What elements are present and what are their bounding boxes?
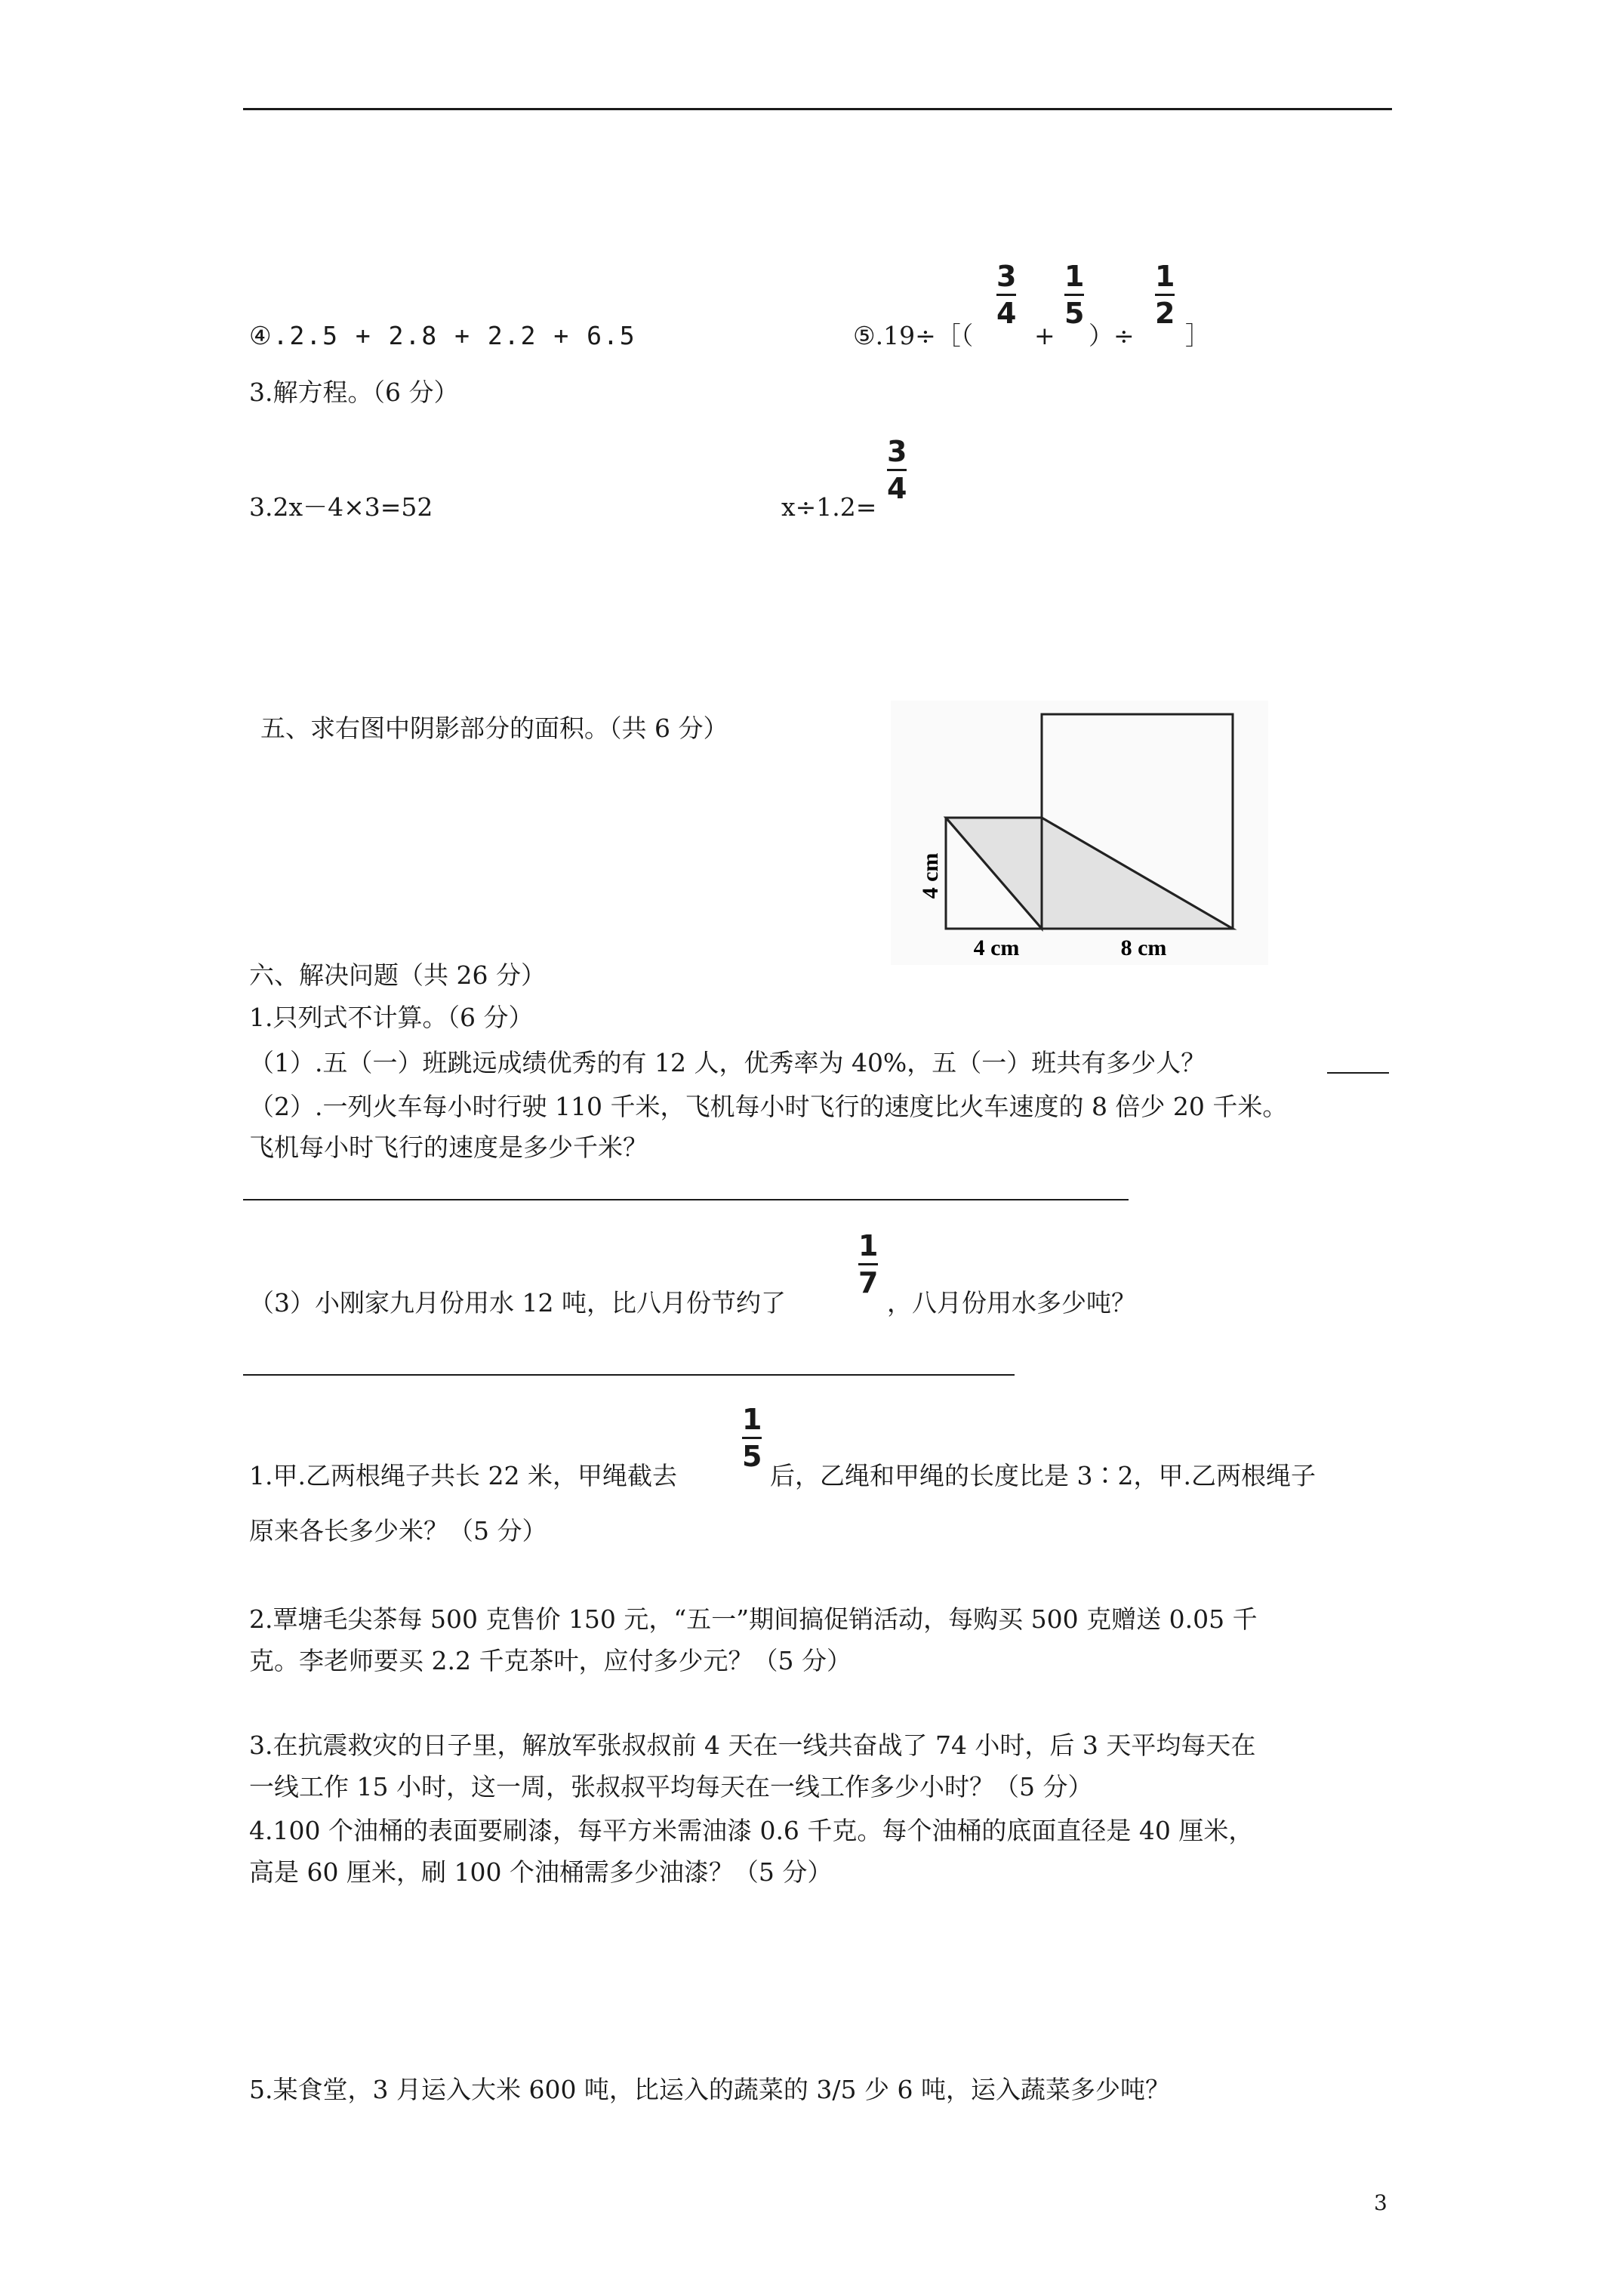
question-2-line-2: 飞机每小时飞行的速度是多少千米？	[249, 1133, 648, 1162]
fraction-1-5-p1	[742, 1404, 762, 1472]
header-rule	[243, 108, 1392, 110]
question-3-suffix: ，八月份用水多少吨？	[887, 1288, 1136, 1318]
problem-4-line-2: 高是 60 厘米，刷 100 个油桶需多少油漆？（5 分）	[249, 1857, 833, 1887]
problem-2-line-2: 克。李老师要买 2.2 千克茶叶，应付多少元？（5 分）	[249, 1646, 852, 1675]
fraction-denominator: 4	[996, 297, 1017, 330]
fraction-bar	[996, 294, 1016, 296]
equation-1: 3.2x－4×3=52	[249, 492, 433, 522]
problem-3-line-2: 一线工作 15 小时，这一周，张叔叔平均每天在一线工作多少小时？（5 分）	[249, 1772, 1093, 1801]
fraction-denominator: 2	[1155, 297, 1175, 330]
equation-2-prefix: x÷1.2=	[781, 492, 877, 522]
problem-5: 5.某食堂，3 月运入大米 600 吨，比运入的蔬菜的 3/5 少 6 吨，运入蔬菜多少吨？	[249, 2075, 1171, 2104]
fraction-denominator: 4	[887, 472, 907, 505]
fraction-3-4	[996, 261, 1016, 328]
problem-1-prefix: 1.甲.乙两根绳子共长 22 米，甲绳截去	[249, 1461, 677, 1490]
calc-item-5-mid: ）÷	[1089, 321, 1135, 350]
fraction-bar	[858, 1263, 878, 1265]
problem-1-suffix: 后，乙绳和甲绳的长度比是 3∶2，甲.乙两根绳子	[770, 1461, 1316, 1490]
fraction-1-5	[1064, 261, 1084, 328]
calc-item-4: ④.2.5 + 2.8 + 2.2 + 6.5	[249, 321, 636, 350]
problem-3-line-1: 3.在抗震救灾的日子里，解放军张叔叔前 4 天在一线共奋战了 74 小时，后 3 天平均每天在	[249, 1730, 1256, 1760]
fraction-bar	[742, 1437, 762, 1439]
problem-1-line-2: 原来各长多少米？（5 分）	[249, 1516, 547, 1546]
answer-blank-q1[interactable]	[1327, 1072, 1389, 1074]
fraction-denominator: 5	[1064, 297, 1085, 330]
fraction-denominator: 5	[742, 1440, 762, 1473]
fraction-numerator: 3	[996, 260, 1017, 293]
fraction-bar	[887, 469, 907, 471]
question-1: （1）.五（一）班跳远成绩优秀的有 12 人，优秀率为 40%，五（一）班共有多少人？	[249, 1048, 1206, 1077]
fraction-1-7	[858, 1231, 878, 1298]
fraction-3-4-eq	[887, 436, 907, 504]
fraction-bar	[1064, 294, 1084, 296]
calc-item-5-prefix: ⑤.19÷［（	[853, 321, 974, 350]
page-number: 3	[1374, 2190, 1387, 2215]
fraction-numerator: 1	[858, 1229, 879, 1262]
question-2-line-1: （2）.一列火车每小时行驶 110 千米，飞机每小时飞行的速度比火车速度的 8 倍少 20 千米。	[249, 1092, 1288, 1121]
fraction-denominator: 7	[858, 1266, 879, 1299]
problem-2-line-1: 2.覃塘毛尖茶每 500 克售价 150 元，“五一”期间搞促销活动，每购买 500 克赠送 0.05 千	[249, 1604, 1258, 1634]
section-5-title: 五、求右图中阴影部分的面积。（共 6 分）	[260, 713, 728, 743]
label-height: 4 cm	[918, 852, 943, 899]
calc-item-5-plus: +	[1034, 321, 1055, 350]
answer-line-q2[interactable]	[243, 1199, 1129, 1200]
section-6-sub1-title: 1.只列式不计算。（6 分）	[249, 1003, 534, 1032]
fraction-numerator: 1	[742, 1403, 762, 1436]
shaded-area-figure	[891, 701, 1268, 965]
label-large-base: 8 cm	[1120, 935, 1167, 960]
answer-line-q3[interactable]	[243, 1374, 1015, 1376]
label-small-base: 4 cm	[973, 935, 1020, 960]
equations-title: 3.解方程。（6 分）	[249, 378, 459, 407]
fraction-numerator: 3	[887, 435, 907, 468]
calc-item-5-suffix: ］	[1185, 321, 1210, 350]
problem-4-line-1: 4.100 个油桶的表面要刷漆，每平方米需油漆 0.6 千克。每个油桶的底面直径是 40 厘米，	[249, 1816, 1254, 1845]
question-3-prefix: （3）小刚家九月份用水 12 吨，比八月份节约了	[249, 1288, 786, 1318]
fraction-numerator: 1	[1155, 260, 1175, 293]
section-6-title: 六、解决问题（共 26 分）	[249, 960, 546, 990]
fraction-1-2	[1155, 261, 1175, 328]
fraction-bar	[1155, 294, 1175, 296]
fraction-numerator: 1	[1064, 260, 1085, 293]
